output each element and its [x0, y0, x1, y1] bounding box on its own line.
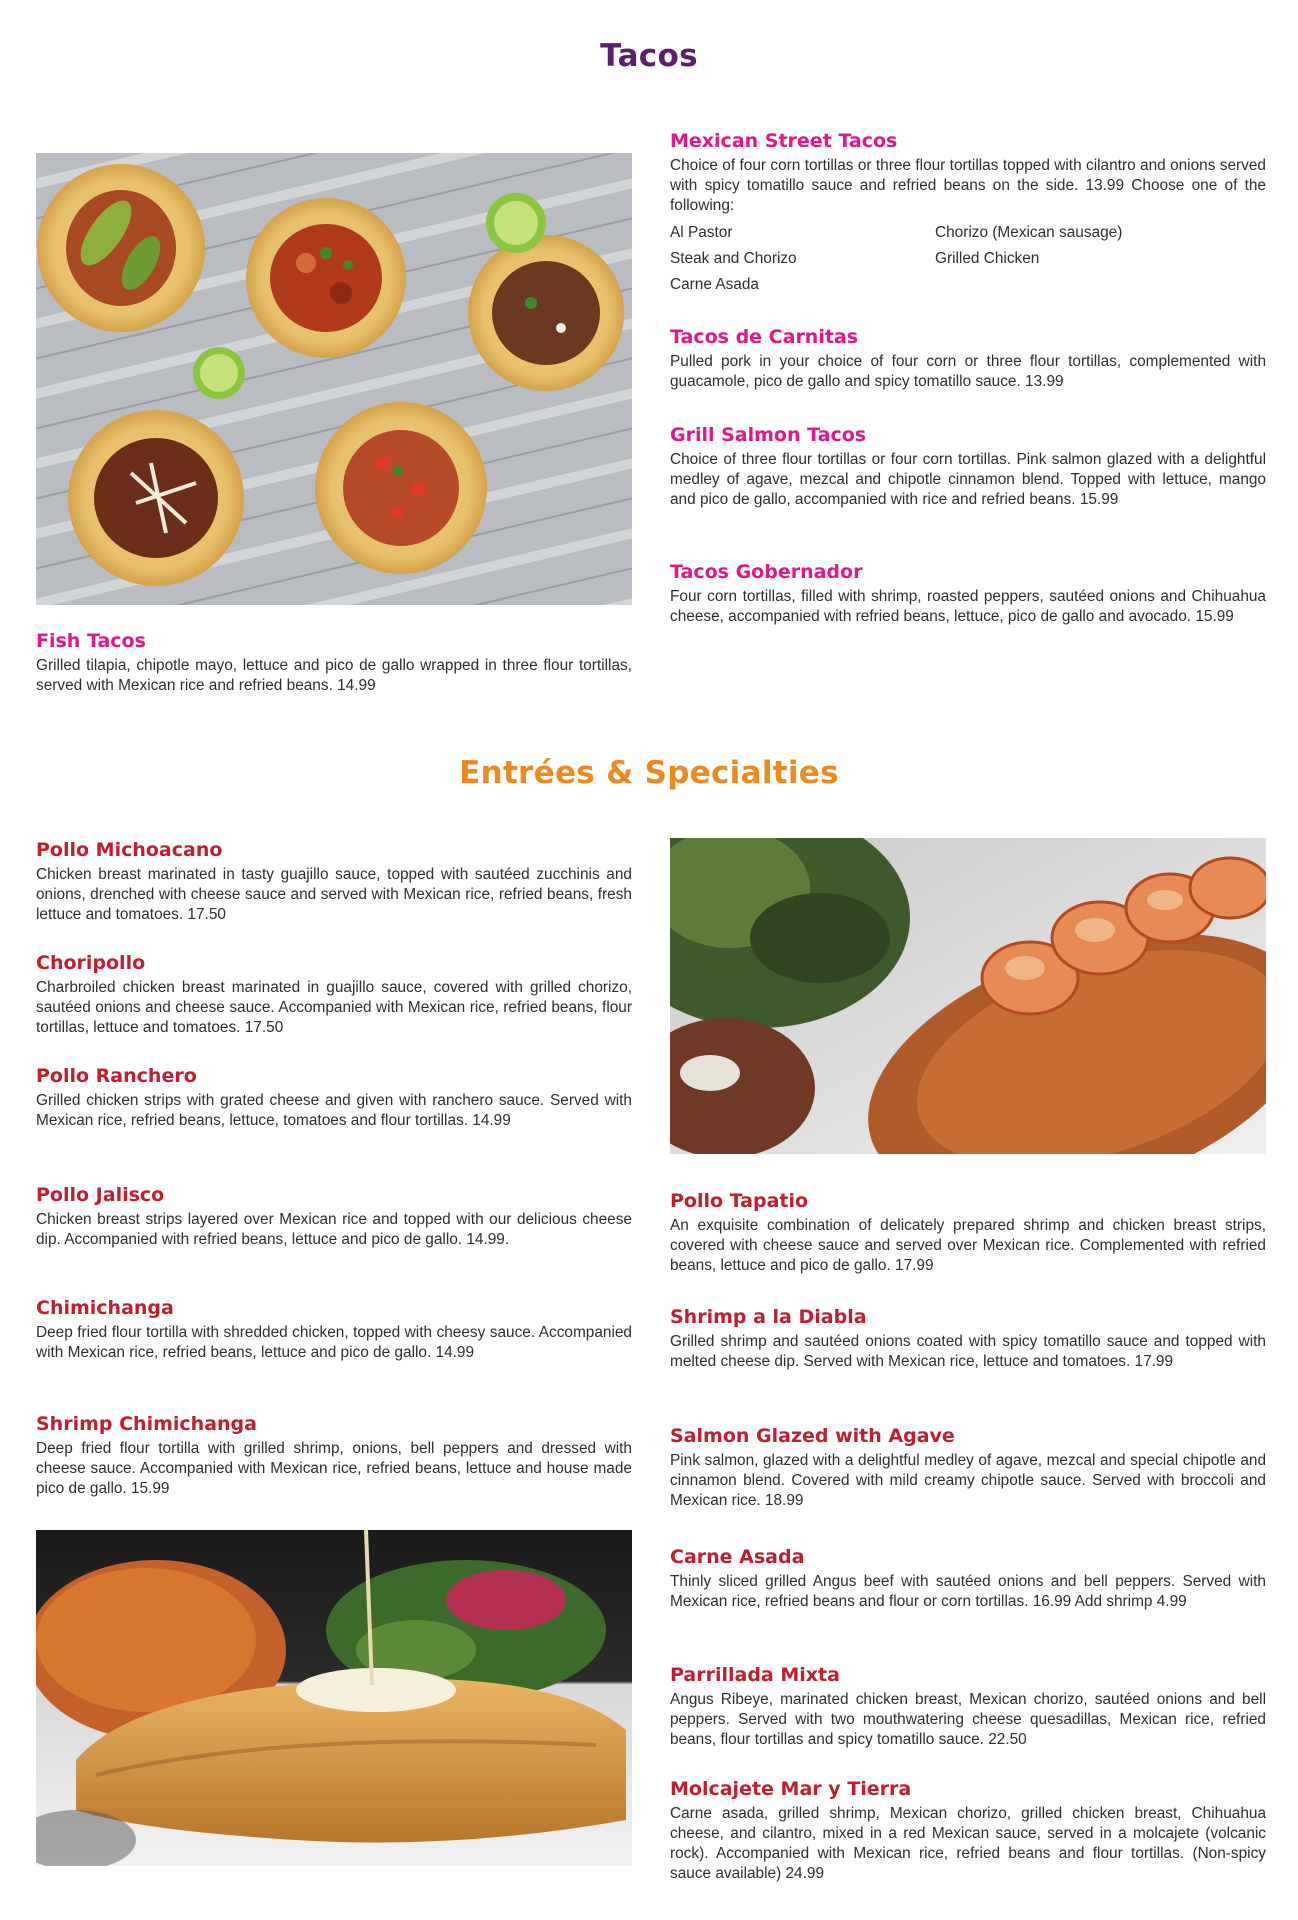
item-description: Charbroiled chicken breast marinated in guajillo sauce, covered with grilled chorizo, sautéed onions and cheese sauce. Accompanied with Mexican rice, refried beans, flour tortillas, lettuce and tomatoes. 17.50 — [36, 979, 632, 1036]
menu-item-pollo-tapatio — [670, 1189, 1266, 1276]
choice-option: Carne Asada — [670, 276, 759, 293]
taco-choices-list — [670, 222, 1266, 295]
menu-item-tacos-gobernador — [670, 560, 1266, 627]
menu-item-parrillada-mixta — [670, 1663, 1266, 1750]
item-name: Molcajete Mar y Tierra — [670, 1778, 912, 1800]
item-name: Tacos de Carnitas — [670, 326, 859, 348]
item-name: Shrimp Chimichanga — [36, 1413, 257, 1435]
item-name: Mexican Street Tacos — [670, 130, 898, 152]
menu-item-grill-salmon-tacos — [670, 423, 1266, 510]
item-description: Chicken breast marinated in tasty guajillo sauce, topped with sautéed zucchinis and onions, drenched with cheese sauce and served with Mexican rice, refried beans, fresh lettuce and tomatoes. 17.50 — [36, 866, 632, 923]
menu-item-tacos-de-carnitas — [670, 325, 1266, 392]
item-description: Choice of four corn tortillas or three flour tortillas topped with cilantro and onions served with spicy tomatillo sauce and refried beans on the side. 13.99 Choose one of the following: — [670, 157, 1266, 214]
menu-item-shrimp-chimichanga — [36, 1412, 632, 1499]
item-name: Pollo Jalisco — [36, 1184, 165, 1206]
item-description: Grilled shrimp and sautéed onions coated with spicy tomatillo sauce and topped with melted cheese dip. Served with Mexican rice, lettuce and tomatoes. 17.99 — [670, 1333, 1266, 1370]
item-description: Chicken breast strips layered over Mexican rice and topped with our delicious cheese dip. Accompanied with refried beans, lettuce and pico de gallo. 14.99. — [36, 1211, 632, 1248]
item-description: Pulled pork in your choice of four corn or three flour tortillas, complemented with guacamole, pico de gallo and spicy tomatillo sauce. 13.99 — [670, 353, 1266, 390]
item-name: Grill Salmon Tacos — [670, 424, 867, 446]
menu-item-molcajete-mar-y-tierra — [670, 1777, 1266, 1884]
item-name: Carne Asada — [670, 1546, 805, 1568]
choice-option: Chorizo (Mexican sausage) — [935, 224, 1123, 241]
item-name: Fish Tacos — [36, 630, 146, 652]
choice-option: Grilled Chicken — [935, 250, 1040, 267]
item-name: Pollo Tapatio — [670, 1190, 809, 1212]
item-name: Choripollo — [36, 952, 146, 974]
item-description: Choice of three flour tortillas or four corn tortillas. Pink salmon glazed with a delightful medley of agave, mezcal and chipotle cinnamon blend. Topped with lettuce, mango and pico de gallo, accompanied with rice and refried beans. 15.99 — [670, 451, 1266, 508]
item-name: Tacos Gobernador — [670, 561, 863, 583]
item-description: Four corn tortillas, filled with shrimp, roasted peppers, sautéed onions and Chihuahua cheese, accompanied with refried beans, lettuce, pico de gallo and avocado. 15.99 — [670, 588, 1266, 625]
item-description: Pink salmon, glazed with a delightful medley of agave, mezcal and special chipotle and cinnamon blend. Covered with mild creamy chipotle sauce. Served with broccoli and Mexican rice. 18.99 — [670, 1452, 1266, 1509]
menu-item-chimichanga — [36, 1296, 632, 1363]
item-description: Deep fried flour tortilla with grilled shrimp, onions, bell peppers and dressed with cheese sauce. Accompanied with Mexican rice, refried beans, lettuce and house made pico de gallo. 15.99 — [36, 1440, 632, 1497]
menu-item-salmon-glazed-with-agave — [670, 1424, 1266, 1511]
item-description: Carne asada, grilled shrimp, Mexican chorizo, grilled chicken breast, Chihuahua cheese, and cilantro, mixed in a red Mexican sauce, served in a molcajete (volcanic rock). Accompanied with Mexican rice, refried beans and flour tortillas. (Non-spicy sauce available) 24.99 — [670, 1805, 1266, 1882]
menu-item-carne-asada — [670, 1545, 1266, 1612]
item-description: Grilled tilapia, chipotle mayo, lettuce and pico de gallo wrapped in three flour tortillas, served with Mexican rice and refried beans. 14.99 — [36, 657, 632, 694]
item-description: An exquisite combination of delicately prepared shrimp and chicken breast strips, covered with cheese sauce and served over Mexican rice. Complemented with refried beans, lettuce and pico de gallo. 17.99 — [670, 1217, 1266, 1274]
item-name: Shrimp a la Diabla — [670, 1306, 867, 1328]
menu-item-pollo-jalisco — [36, 1183, 632, 1250]
menu-item-pollo-ranchero — [36, 1064, 632, 1131]
chimichanga-photo — [36, 1530, 632, 1866]
menu-item-mexican-street-tacos — [670, 129, 1266, 295]
choice-option: Steak and Chorizo — [670, 250, 797, 267]
choice-option: Al Pastor — [670, 224, 733, 241]
item-description: Grilled chicken strips with grated cheese and given with ranchero sauce. Served with Mexican rice, refried beans, lettuce, tomatoes and flour tortillas. 14.99 — [36, 1092, 632, 1129]
pollo-tapatio-photo — [670, 838, 1266, 1154]
item-name: Parrillada Mixta — [670, 1664, 840, 1686]
menu-item-fish-tacos — [36, 629, 632, 696]
menu-item-shrimp-a-la-diabla — [670, 1305, 1266, 1372]
item-name: Pollo Ranchero — [36, 1065, 197, 1087]
tacos-section-title: Tacos — [600, 38, 698, 74]
entrees-section-title: Entrées & Specialties — [459, 755, 839, 791]
item-description: Thinly sliced grilled Angus beef with sautéed onions and bell peppers. Served with Mexican rice, refried beans and flour or corn tortillas. 16.99 Add shrimp 4.99 — [670, 1573, 1266, 1610]
item-description: Deep fried flour tortilla with shredded chicken, topped with cheesy sauce. Accompanied with Mexican rice, refried beans, lettuce and pico de gallo. 14.99 — [36, 1324, 632, 1361]
item-name: Salmon Glazed with Agave — [670, 1425, 955, 1447]
item-name: Pollo Michoacano — [36, 839, 223, 861]
tacos-photo — [36, 153, 632, 605]
item-description: Angus Ribeye, marinated chicken breast, Mexican chorizo, sautéed onions and bell peppers. Served with two mouthwatering cheese quesadillas, Mexican rice, refried beans, flour tortillas and spicy tomatillo sauce. 22.50 — [670, 1691, 1266, 1748]
menu-item-pollo-michoacano — [36, 838, 632, 925]
item-name: Chimichanga — [36, 1297, 174, 1319]
menu-item-choripollo — [36, 951, 632, 1038]
